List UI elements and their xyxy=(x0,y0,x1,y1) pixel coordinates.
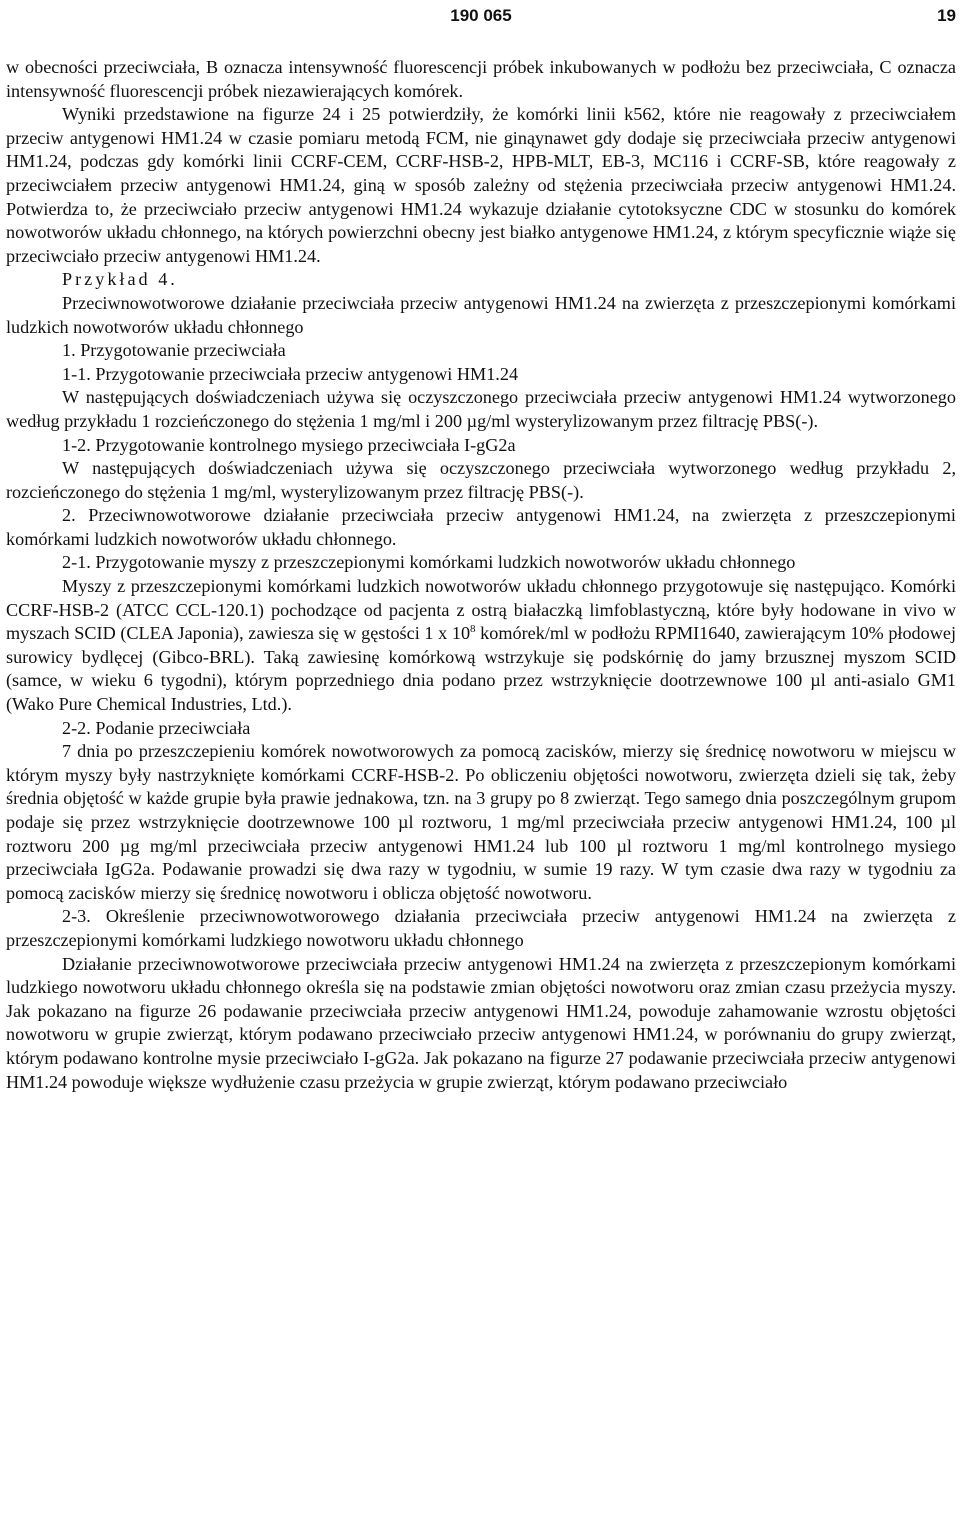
paragraph-text: komórek/ml w podłożu RPMI1640, zawierającym 10% płodowej surowicy bydlęcej (Gibco-BRL). Taką zawiesinę komórkową wstrzykuje się podskórnię do jamy brzusznej myszom SCID (samce, w wieku 6 tygodni), którym poprzedniego dnia podano przez wstrzyknięcie dootrzewnowe 100 µl anti-asialo GM1 (Wako Pure Chemical Industries, Ltd.). xyxy=(6,623,957,715)
paragraph-text: Myszy z przeszczepionymi komórkami ludzkich nowotworów układu chłonnego przygotowuje się następująco. Komórki CCRF-HSB-2 (ATCC CCL-120.1) pochodzące od pacjenta z ostrą białaczką limfoblastyczną, które były hodowane in vivo w myszach SCID (CLEA Japonia), zawiesza się w gęstości 1 x 10 xyxy=(6,576,956,644)
paragraph: 7 dnia po przeszczepieniu komórek nowotworowych za pomocą zacisków, mierzy się średnicę nowotworu w miejscu w którym myszy były nastrzyknięte komórkami CCRF-HSB-2. Po obliczeniu objętości nowotworu, zwierzęta dzieli się tak, żeby średnia objętość w każde grupie była prawie jednakowa, tzn. na 3 grupy po 8 zwierząt. Tego samego dnia poszczególnym grupom podaje się przez wstrzyknięcie dootrzewnowe 100 µl roztworu, 1 mg/ml przeciwciała przeciw antygenowi HM1.24, 100 µl roztworu 200 µg mg/ml przeciwciała przeciw antygenowi HM1.24 lub 100 µl roztworu 1 mg/ml kontrolnego mysiego przeciwciała IgG2a. Podawanie prowadzi się dwa razy w tygodniu, w sumie 19 razy. W tym czasie dwa razy w tygodniu za pomocą zacisków mierzy się średnicę nowotworu i oblicza objętość nowotworu. xyxy=(6,741,956,903)
section-heading: 2. Przeciwnowotworowe działanie przeciwciała przeciw antygenowi HM1.24, na zwierzęta z przeszczepionymi komórkami ludzkich nowotworów układu chłonnego. xyxy=(6,505,956,549)
section-heading: 2-2. Podanie przeciwciała xyxy=(62,717,251,738)
paragraph: Wyniki przedstawione na figurze 24 i 25 potwierdziły, że komórki linii k562, które nie reagowały z przeciwciałem przeciw antygenowi HM1.24 w czasie pomiaru metodą FCM, nie ginąynawet gdy dodaje się przeciwciała przeciw antygenowi HM1.24, podczas gdy komórki linii CCRF-CEM, CCRF-HSB-2, HPB-MLT, EB-3, MC116 i CCRF-SB, które reagowały z przeciwciałem przeciw antygenowi HM1.24, giną w sposób zależny od stężenia przeciwciała przeciw antygenowi HM1.24. Potwierdza to, że przeciwciało przeciw antygenowi HM1.24 wykazuje działanie cytotoksyczne CDC w stosunku do komórek nowotworów układu chłonnego, na których powierzchni obecny jest białko antygenowe HM1.24, z którym specyficznie wiąże się przeciwciało przeciw antygenowi HM1.24. xyxy=(6,104,956,266)
section-heading: 1-1. Przygotowanie przeciwciała przeciw antygenowi HM1.24 xyxy=(62,363,519,384)
paragraph: Działanie przeciwnowotworowe przeciwciała przeciw antygenowi HM1.24 na zwierzęta z przeszczepionym komórkami ludzkiego nowotworu układu chłonnego określa się na podstawie zmian objętości nowotworu oraz zmian czasu przeżycia myszy. Jak pokazano na figurze 26 podawanie przeciwciała przeciw antygenowi HM1.24, powoduje zahamowanie wzrostu objętości nowotworu w grupie zwierząt, którym podawano przeciwciało przeciw antygenowi HM1.24, w porównaniu do grupy zwierząt, którym podawano kontrolne mysie przeciwciało I-gG2a. Jak pokazano na figurze 27 podawanie przeciwciała przeciw antygenowi HM1.24 powoduje większe wydłużenie czasu przeżycia w grupie zwierząt, którym podawano przeciwciało xyxy=(6,953,956,1092)
section-heading: 1. Przygotowanie przeciwciała xyxy=(62,340,286,361)
paragraph: w obecności przeciwciała, B oznacza intensywność fluorescencji próbek inkubowanych w podłożu bez przeciwciała, C oznacza intensywność fluorescencji próbek niezawierających komórek. xyxy=(6,57,956,101)
page-header xyxy=(6,0,956,34)
paragraph xyxy=(6,575,956,717)
paragraph: W następujących doświadczeniach używa się oczyszczonego przeciwciała przeciw antygenowi HM1.24 wytworzonego według przykładu 1 rozcieńczonego do stężenia 1 mg/ml i 200 µg/ml wysterylizowanym przez filtrację PBS(-). xyxy=(6,387,956,431)
document-page xyxy=(6,0,956,1519)
page-number: 19 xyxy=(937,6,956,25)
section-heading: 1-2. Przygotowanie kontrolnego mysiego przeciwciała I-gG2a xyxy=(62,434,516,455)
exponent: 8 xyxy=(470,623,476,636)
section-heading: 2-3. Określenie przeciwnowotworowego działania przeciwciała przeciw antygenowi HM1.24 na zwierzęta z przeszczepionymi komórkami ludzkiego nowotworu układu chłonnego xyxy=(6,906,956,950)
patent-number: 190 065 xyxy=(450,6,512,25)
section-heading: 2-1. Przygotowanie myszy z przeszczepionymi komórkami ludzkich nowotworów układu chłonnego xyxy=(62,552,796,573)
paragraph: Przeciwnowotworowe działanie przeciwciała przeciw antygenowi HM1.24 na zwierzęta z przeszczepionymi komórkami ludzkich nowotworów układu chłonnego xyxy=(6,292,956,337)
document-body xyxy=(6,56,956,1094)
paragraph: W następujących doświadczeniach używa się oczyszczonego przeciwciała wytworzonego według przykładu 2, rozcieńczonego do stężenia 1 mg/ml, wysterylizowanym przez filtrację PBS(-). xyxy=(6,458,956,502)
example-heading: Przykład 4. xyxy=(62,269,178,290)
